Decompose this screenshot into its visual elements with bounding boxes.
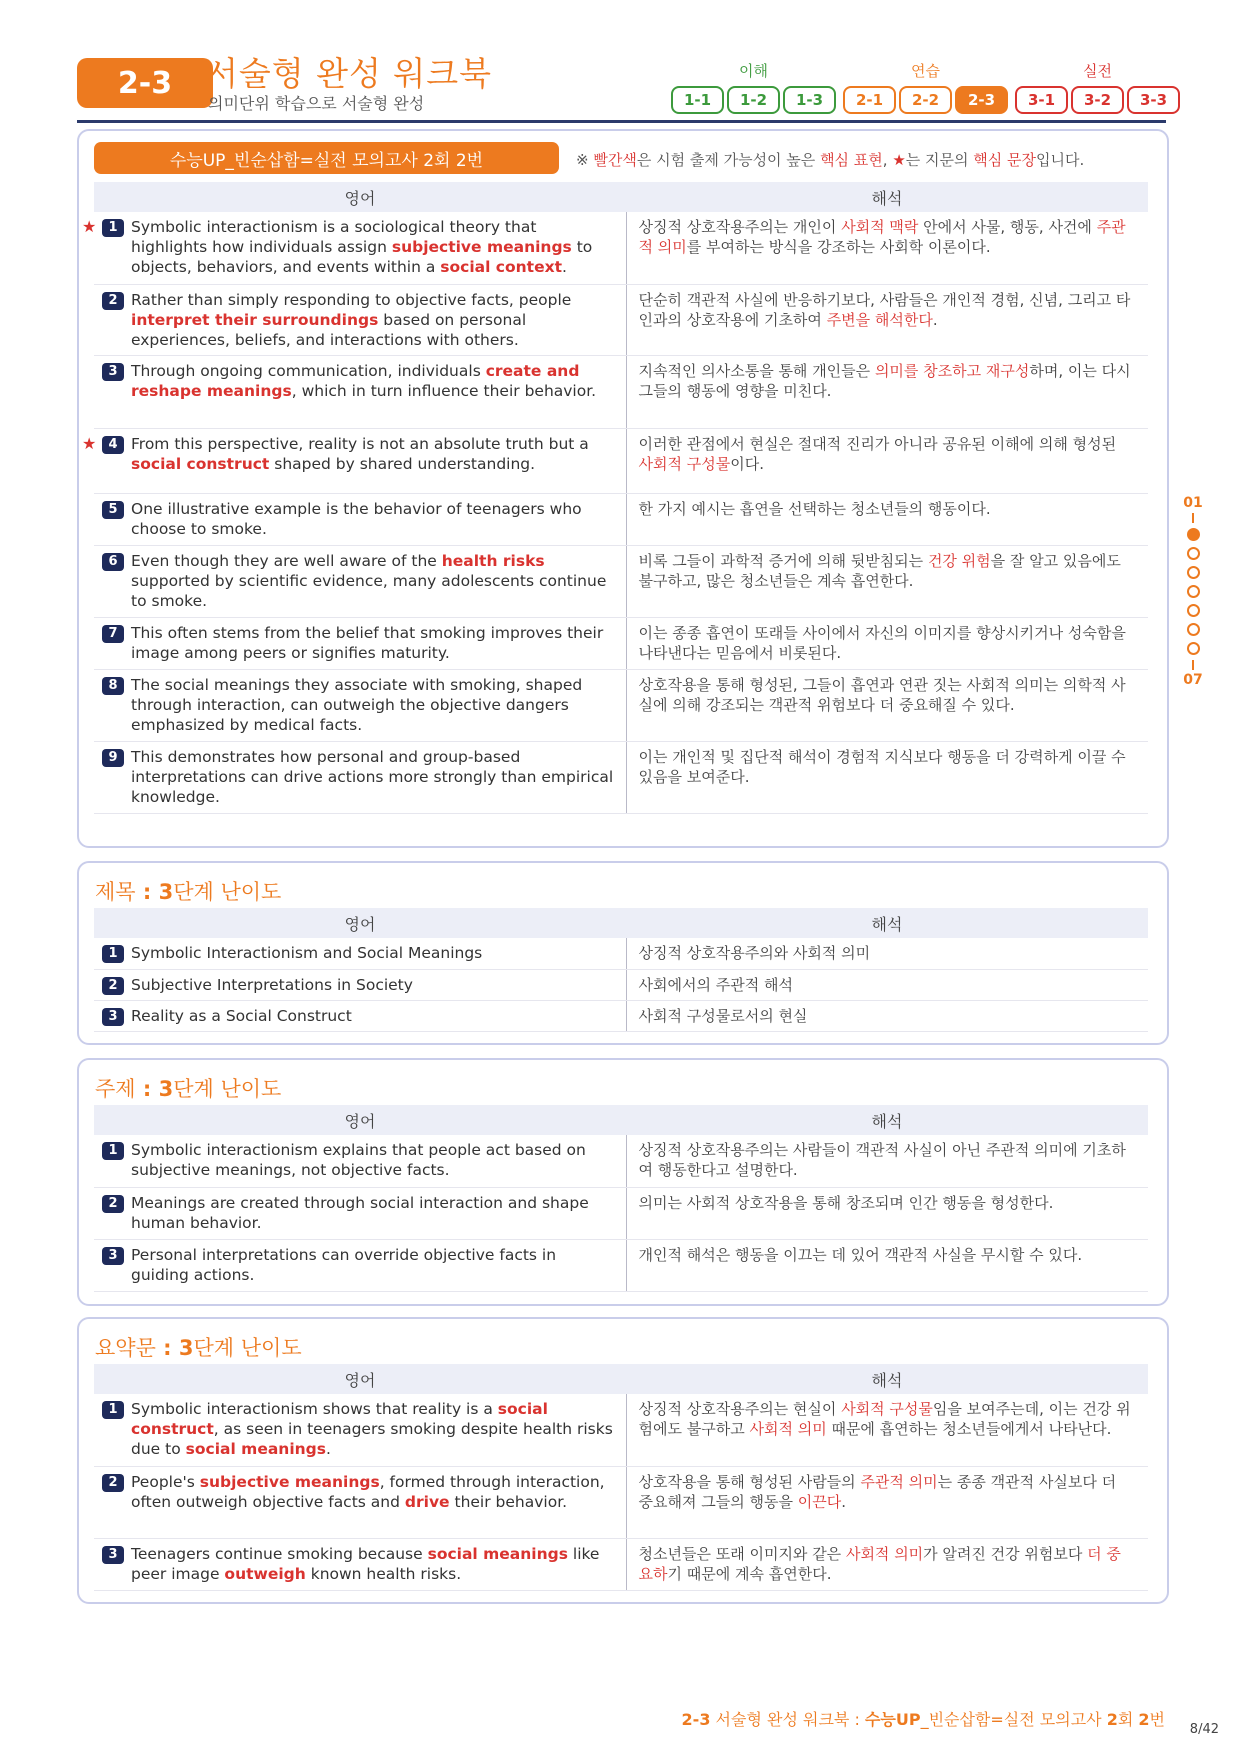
table-row: [94, 493, 1148, 545]
korean-text: 상호작용을 통해 형성된 사람들의: [638, 1472, 861, 1491]
korean-text: 청소년들은 또래 이미지와 같은: [638, 1544, 846, 1563]
title-box: [77, 861, 1169, 1045]
row-number-badge: 4: [102, 436, 124, 454]
english-cell: [94, 545, 626, 617]
column-header-korean: 해석: [626, 1364, 1148, 1394]
english-cell: [94, 1135, 626, 1187]
english-text: known health risks.: [305, 1564, 462, 1583]
step-group-label: 연습: [911, 62, 940, 80]
korean-cell: [626, 355, 1148, 428]
page-number: 8/42: [1189, 1722, 1219, 1737]
key-expression: interpret their surroundings: [131, 310, 379, 329]
key-expression: social context: [440, 258, 563, 276]
progress-dot-icon[interactable]: [1187, 623, 1200, 636]
section-badge: 2-3: [77, 58, 213, 108]
step-group-label: 실전: [1083, 62, 1112, 80]
english-cell: [94, 493, 626, 545]
korean-text: 기 때문에 계속 흡연한다.: [667, 1564, 832, 1583]
page-title: 서술형 완성 워크북: [206, 54, 493, 93]
column-header-korean: 해석: [626, 908, 1148, 938]
korean-cell: [626, 1466, 1148, 1538]
progress-dot-icon[interactable]: [1187, 566, 1200, 579]
key-expression: 주관적 의미: [638, 218, 1126, 256]
column-header-english: 영어: [94, 908, 626, 938]
header-divider: [77, 120, 1166, 123]
key-expression: outweigh: [224, 1564, 306, 1583]
key-sentence-star-icon: ★: [82, 433, 97, 453]
korean-cell: [626, 669, 1148, 741]
title-table: [94, 908, 1148, 1032]
korean-text: 비록 그들이 과학적 증거에 의해 뒷받침되는: [638, 551, 928, 570]
korean-text: .: [841, 1492, 846, 1511]
english-cell: [94, 1394, 626, 1466]
section-title: 주제 : 3단계 난이도: [95, 1077, 282, 1101]
korean-cell: [626, 493, 1148, 545]
table-row: [94, 969, 1148, 1000]
row-number-badge: 1: [102, 1401, 124, 1419]
table-row: [94, 1135, 1148, 1187]
korean-cell: [626, 1239, 1148, 1291]
side-nav-dots: [1187, 525, 1200, 658]
korean-text: 안에서 사물, 행동, 사건에: [918, 218, 1097, 236]
english-text: , formed through interaction, often outweigh objective facts and: [131, 1472, 605, 1511]
english-text: shaped by shared understanding.: [269, 454, 536, 473]
step-3-1[interactable]: 3-1: [1015, 86, 1068, 114]
korean-text: 가 알려진 건강 위험보다: [923, 1544, 1088, 1563]
english-text: to objects, behaviors, and events within a: [131, 238, 593, 276]
side-nav-bar: [1192, 513, 1194, 523]
korean-cell: [626, 1394, 1148, 1466]
english-text: Symbolic interactionism is a sociological theory that highlights how individuals assign: [131, 218, 537, 256]
english-cell: [94, 1000, 626, 1031]
row-number-badge: 9: [102, 749, 124, 767]
english-cell: [94, 938, 626, 969]
korean-cell: [626, 212, 1148, 284]
english-text: One illustrative example is the behavior of teenagers who choose to smoke.: [131, 499, 582, 538]
korean-text: 이러한 관점에서 현실은 절대적 진리가 아니라 공유된 이해에 의해 형성된: [638, 434, 1117, 453]
theme-box: [77, 1058, 1169, 1306]
korean-text: 임을 보여주는데, 이는 건강 위험에도 불구하고: [638, 1400, 1131, 1438]
key-expression: 더 중요하: [638, 1544, 1121, 1583]
row-number-badge: 6: [102, 553, 124, 571]
key-expression: 사회적 구성물: [841, 1400, 933, 1418]
table-row: [94, 741, 1148, 813]
korean-text: 개인적 해석은 행동을 이끄는 데 있어 객관적 사실을 무시할 수 있다.: [638, 1245, 1083, 1264]
key-expression: social meanings: [185, 1440, 326, 1458]
korean-text: 상징적 상호작용주의는 현실이: [638, 1400, 842, 1418]
english-text: Teenagers continue smoking because: [131, 1544, 428, 1563]
key-expression: social construct: [131, 454, 270, 473]
row-number-badge: 3: [102, 1008, 124, 1026]
english-text: .: [326, 1440, 331, 1458]
step-group-practice: [843, 60, 1008, 114]
step-1-3[interactable]: 1-3: [783, 86, 836, 114]
table-row: [94, 1394, 1148, 1466]
english-text: Rather than simply responding to objective facts, people: [131, 290, 572, 309]
korean-cell: [626, 428, 1148, 493]
english-text: .: [562, 258, 567, 276]
english-text: People's: [131, 1472, 200, 1491]
english-cell: [94, 1466, 626, 1538]
english-cell: [94, 1239, 626, 1291]
korean-text: 상호작용을 통해 형성된, 그들이 흡연과 연관 짓는 사회적 의미는 의학적 사실에 의해 강조되는 객관적 위험보다 더 중요해질 수 있다.: [638, 675, 1126, 714]
korean-text: 상징적 상호작용주의는 사람들이 객관적 사실이 아닌 주관적 의미에 기초하여 행동한다고 설명한다.: [638, 1141, 1126, 1179]
key-expression: 사회적 구성물: [638, 454, 731, 473]
korean-cell: [626, 938, 1148, 969]
table-row: [94, 284, 1148, 355]
english-cell: [94, 969, 626, 1000]
summary-table: [94, 1364, 1148, 1591]
korean-cell: [626, 545, 1148, 617]
table-row: [94, 617, 1148, 669]
row-number-badge: 3: [102, 363, 124, 381]
korean-text: 이는 개인적 및 집단적 해석이 경험적 지식보다 행동을 더 강력하게 이끌 수 있음을 보여준다.: [638, 747, 1126, 786]
key-expression: social meanings: [427, 1544, 568, 1563]
english-cell: [94, 741, 626, 813]
step-3-3[interactable]: 3-3: [1127, 86, 1180, 114]
key-expression: 사회적 맥락: [841, 218, 919, 236]
english-text: supported by scientific evidence, many adolescents continue to smoke.: [131, 571, 607, 610]
source-pill: 수능UP_빈순삽함=실전 모의고사 2회 2번: [94, 142, 559, 174]
row-number-badge: 5: [102, 501, 124, 519]
korean-cell: [626, 1135, 1148, 1187]
key-expression: 사회적 의미: [749, 1420, 827, 1438]
row-number-badge: 3: [102, 1546, 124, 1564]
english-text: their behavior.: [449, 1492, 568, 1511]
english-text: Symbolic interactionism shows that reality is a: [131, 1400, 498, 1418]
korean-cell: [626, 284, 1148, 355]
english-cell: [94, 669, 626, 741]
key-expression: health risks: [441, 551, 545, 570]
key-expression: social construct: [131, 1400, 548, 1438]
step-group-understand: [671, 60, 836, 114]
row-number-badge: 1: [102, 945, 124, 963]
korean-cell: [626, 969, 1148, 1000]
table-row: [94, 1187, 1148, 1239]
korean-text: 때문에 흡연하는 청소년들에게서 나타난다.: [826, 1420, 1112, 1438]
page-subtitle: 의미단위 학습으로 서술형 완성: [208, 94, 425, 113]
legend-note: ※ 빨간색은 시험 출제 가능성이 높은 핵심 표현, ★는 지문의 핵심 문장입니다.: [576, 151, 1085, 169]
key-expression: 사회적 의미: [845, 1544, 924, 1563]
side-nav-end-label: 07: [1183, 672, 1203, 688]
english-cell: [94, 284, 626, 355]
step-2-3[interactable]: 2-3: [955, 86, 1008, 114]
section-title: 요약문 : 3단계 난이도: [95, 1336, 302, 1360]
row-number-badge: 2: [102, 977, 124, 995]
english-text: , which in turn influence their behavior.: [291, 381, 597, 400]
english-cell: [94, 1187, 626, 1239]
passage-box: [77, 129, 1169, 848]
side-progress-nav: [1178, 495, 1208, 688]
table-row: [94, 1466, 1148, 1538]
korean-text: 의미는 사회적 상호작용을 통해 창조되며 인간 행동을 형성한다.: [638, 1193, 1054, 1212]
step-2-2[interactable]: 2-2: [899, 86, 952, 114]
korean-cell: [626, 1000, 1148, 1031]
korean-text: 는 종종 객관적 사실보다 더 중요해져 그들의 행동을: [638, 1472, 1117, 1511]
column-header-english: 영어: [94, 1364, 626, 1394]
english-text: Even though they are well aware of the: [131, 551, 442, 570]
footer-caption: 2-3 서술형 완성 워크북 : 수능UP_빈순삽함=실전 모의고사 2회 2번: [681, 1710, 1165, 1729]
key-expression: subjective meanings: [199, 1472, 380, 1491]
row-number-badge: 2: [102, 292, 124, 310]
english-text: Reality as a Social Construct: [131, 1006, 352, 1025]
korean-text: 상징적 상호작용주의와 사회적 의미: [638, 944, 871, 962]
row-number-badge: 3: [102, 1247, 124, 1265]
english-text: Subjective Interpretations in Society: [131, 975, 413, 994]
column-header-english: 영어: [94, 182, 626, 212]
english-text: like peer image: [131, 1544, 600, 1583]
step-group-label: 이해: [739, 62, 768, 80]
english-text: The social meanings they associate with smoking, shaped through interaction, can outweigh the objective dangers emphasized by medical facts.: [131, 675, 583, 734]
english-text: From this perspective, reality is not an absolute truth but a: [131, 434, 589, 453]
korean-text: 한 가지 예시는 흡연을 선택하는 청소년들의 행동이다.: [638, 499, 991, 518]
section-title: 제목 : 3단계 난이도: [95, 880, 282, 904]
english-text: Through ongoing communication, individuals: [131, 361, 486, 380]
theme-table: [94, 1105, 1148, 1292]
korean-text: 단순히 객관적 사실에 반응하기보다, 사람들은 개인적 경험, 신념, 그리고 타인과의 상호작용에 기초하여: [638, 290, 1131, 329]
key-expression: 의미를 창조하고 재구성: [874, 361, 1030, 380]
table-row: [94, 545, 1148, 617]
progress-dot-icon[interactable]: [1187, 604, 1200, 617]
progress-dot-icon[interactable]: [1187, 642, 1200, 655]
row-number-badge: 8: [102, 677, 124, 695]
key-sentence-star-icon: ★: [82, 217, 97, 236]
row-number-badge: 2: [102, 1474, 124, 1492]
korean-text: 이는 종종 흡연이 또래들 사이에서 자신의 이미지를 향상시키거나 성숙함을 나타낸다는 믿음에서 비롯된다.: [638, 623, 1126, 662]
table-row: [94, 212, 1148, 284]
table-row: [94, 1239, 1148, 1291]
english-text: Meanings are created through social interaction and shape human behavior.: [131, 1193, 589, 1232]
table-row: [94, 355, 1148, 428]
key-expression: subjective meanings: [391, 238, 572, 256]
korean-cell: [626, 1538, 1148, 1590]
column-header-english: 영어: [94, 1105, 626, 1135]
english-text: , as seen in teenagers smoking despite health risks due to: [131, 1420, 613, 1458]
english-text: Symbolic interactionism explains that people act based on subjective meanings, not objective facts.: [131, 1141, 586, 1179]
row-number-badge: 2: [102, 1195, 124, 1213]
key-expression: 주관적 의미: [860, 1472, 938, 1491]
key-expression: 주변을 해석한다: [826, 310, 933, 329]
summary-box: [77, 1317, 1169, 1604]
table-row: [94, 938, 1148, 969]
passage-table: [82, 182, 1148, 814]
row-number-badge: 1: [102, 219, 124, 237]
english-text: Personal interpretations can override objective facts in guiding actions.: [131, 1245, 557, 1284]
korean-text: 사회적 구성물로서의 현실: [638, 1006, 808, 1025]
english-text: based on personal experiences, beliefs, and interactions with others.: [131, 310, 527, 349]
key-expression: create and reshape meanings: [131, 361, 580, 400]
progress-dot-icon[interactable]: [1187, 528, 1200, 541]
key-expression: 이끈다: [797, 1492, 842, 1511]
english-cell: [94, 617, 626, 669]
step-2-1[interactable]: 2-1: [843, 86, 896, 114]
english-cell: [82, 428, 626, 493]
column-header-korean: 해석: [626, 182, 1148, 212]
key-expression: drive: [404, 1492, 450, 1511]
korean-text: 지속적인 의사소통을 통해 개인들은: [638, 361, 875, 380]
korean-text: 를 부여하는 방식을 강조하는 사회학 이론이다.: [686, 238, 991, 256]
key-expression: 건강 위험: [927, 551, 991, 570]
table-row: [94, 669, 1148, 741]
table-row: [94, 428, 1148, 493]
korean-text: 을 잘 알고 있음에도 불구하고, 많은 청소년들은 계속 흡연한다.: [638, 551, 1121, 590]
step-3-2[interactable]: 3-2: [1071, 86, 1124, 114]
english-text: Symbolic Interactionism and Social Meanings: [131, 944, 483, 962]
table-row: [94, 1538, 1148, 1590]
korean-cell: [626, 617, 1148, 669]
english-cell: [94, 355, 626, 428]
step-1-2[interactable]: 1-2: [727, 86, 780, 114]
english-cell: [94, 1538, 626, 1590]
side-nav-start-label: 01: [1183, 495, 1203, 511]
korean-text: 이다.: [730, 454, 764, 473]
progress-dot-icon[interactable]: [1187, 585, 1200, 598]
english-text: This demonstrates how personal and group-based interpretations can drive actions more strongly than empirical knowledge.: [131, 747, 614, 806]
row-number-badge: 1: [102, 1142, 124, 1160]
korean-text: .: [932, 310, 938, 329]
korean-text: 사회에서의 주관적 해석: [638, 975, 793, 994]
column-header-korean: 해석: [626, 1105, 1148, 1135]
step-group-real: [1015, 60, 1180, 114]
progress-dot-icon[interactable]: [1187, 547, 1200, 560]
side-nav-bar: [1192, 660, 1194, 670]
step-1-1[interactable]: 1-1: [671, 86, 724, 114]
korean-cell: [626, 1187, 1148, 1239]
row-number-badge: 7: [102, 625, 124, 643]
korean-text: 상징적 상호작용주의는 개인이: [638, 218, 842, 236]
table-row: [94, 1000, 1148, 1031]
korean-text: 하며, 이는 다시 그들의 행동에 영향을 미친다.: [638, 361, 1131, 400]
english-text: This often stems from the belief that smoking improves their image among peers or signifies maturity.: [131, 623, 604, 662]
english-cell: [82, 212, 626, 284]
korean-cell: [626, 741, 1148, 813]
